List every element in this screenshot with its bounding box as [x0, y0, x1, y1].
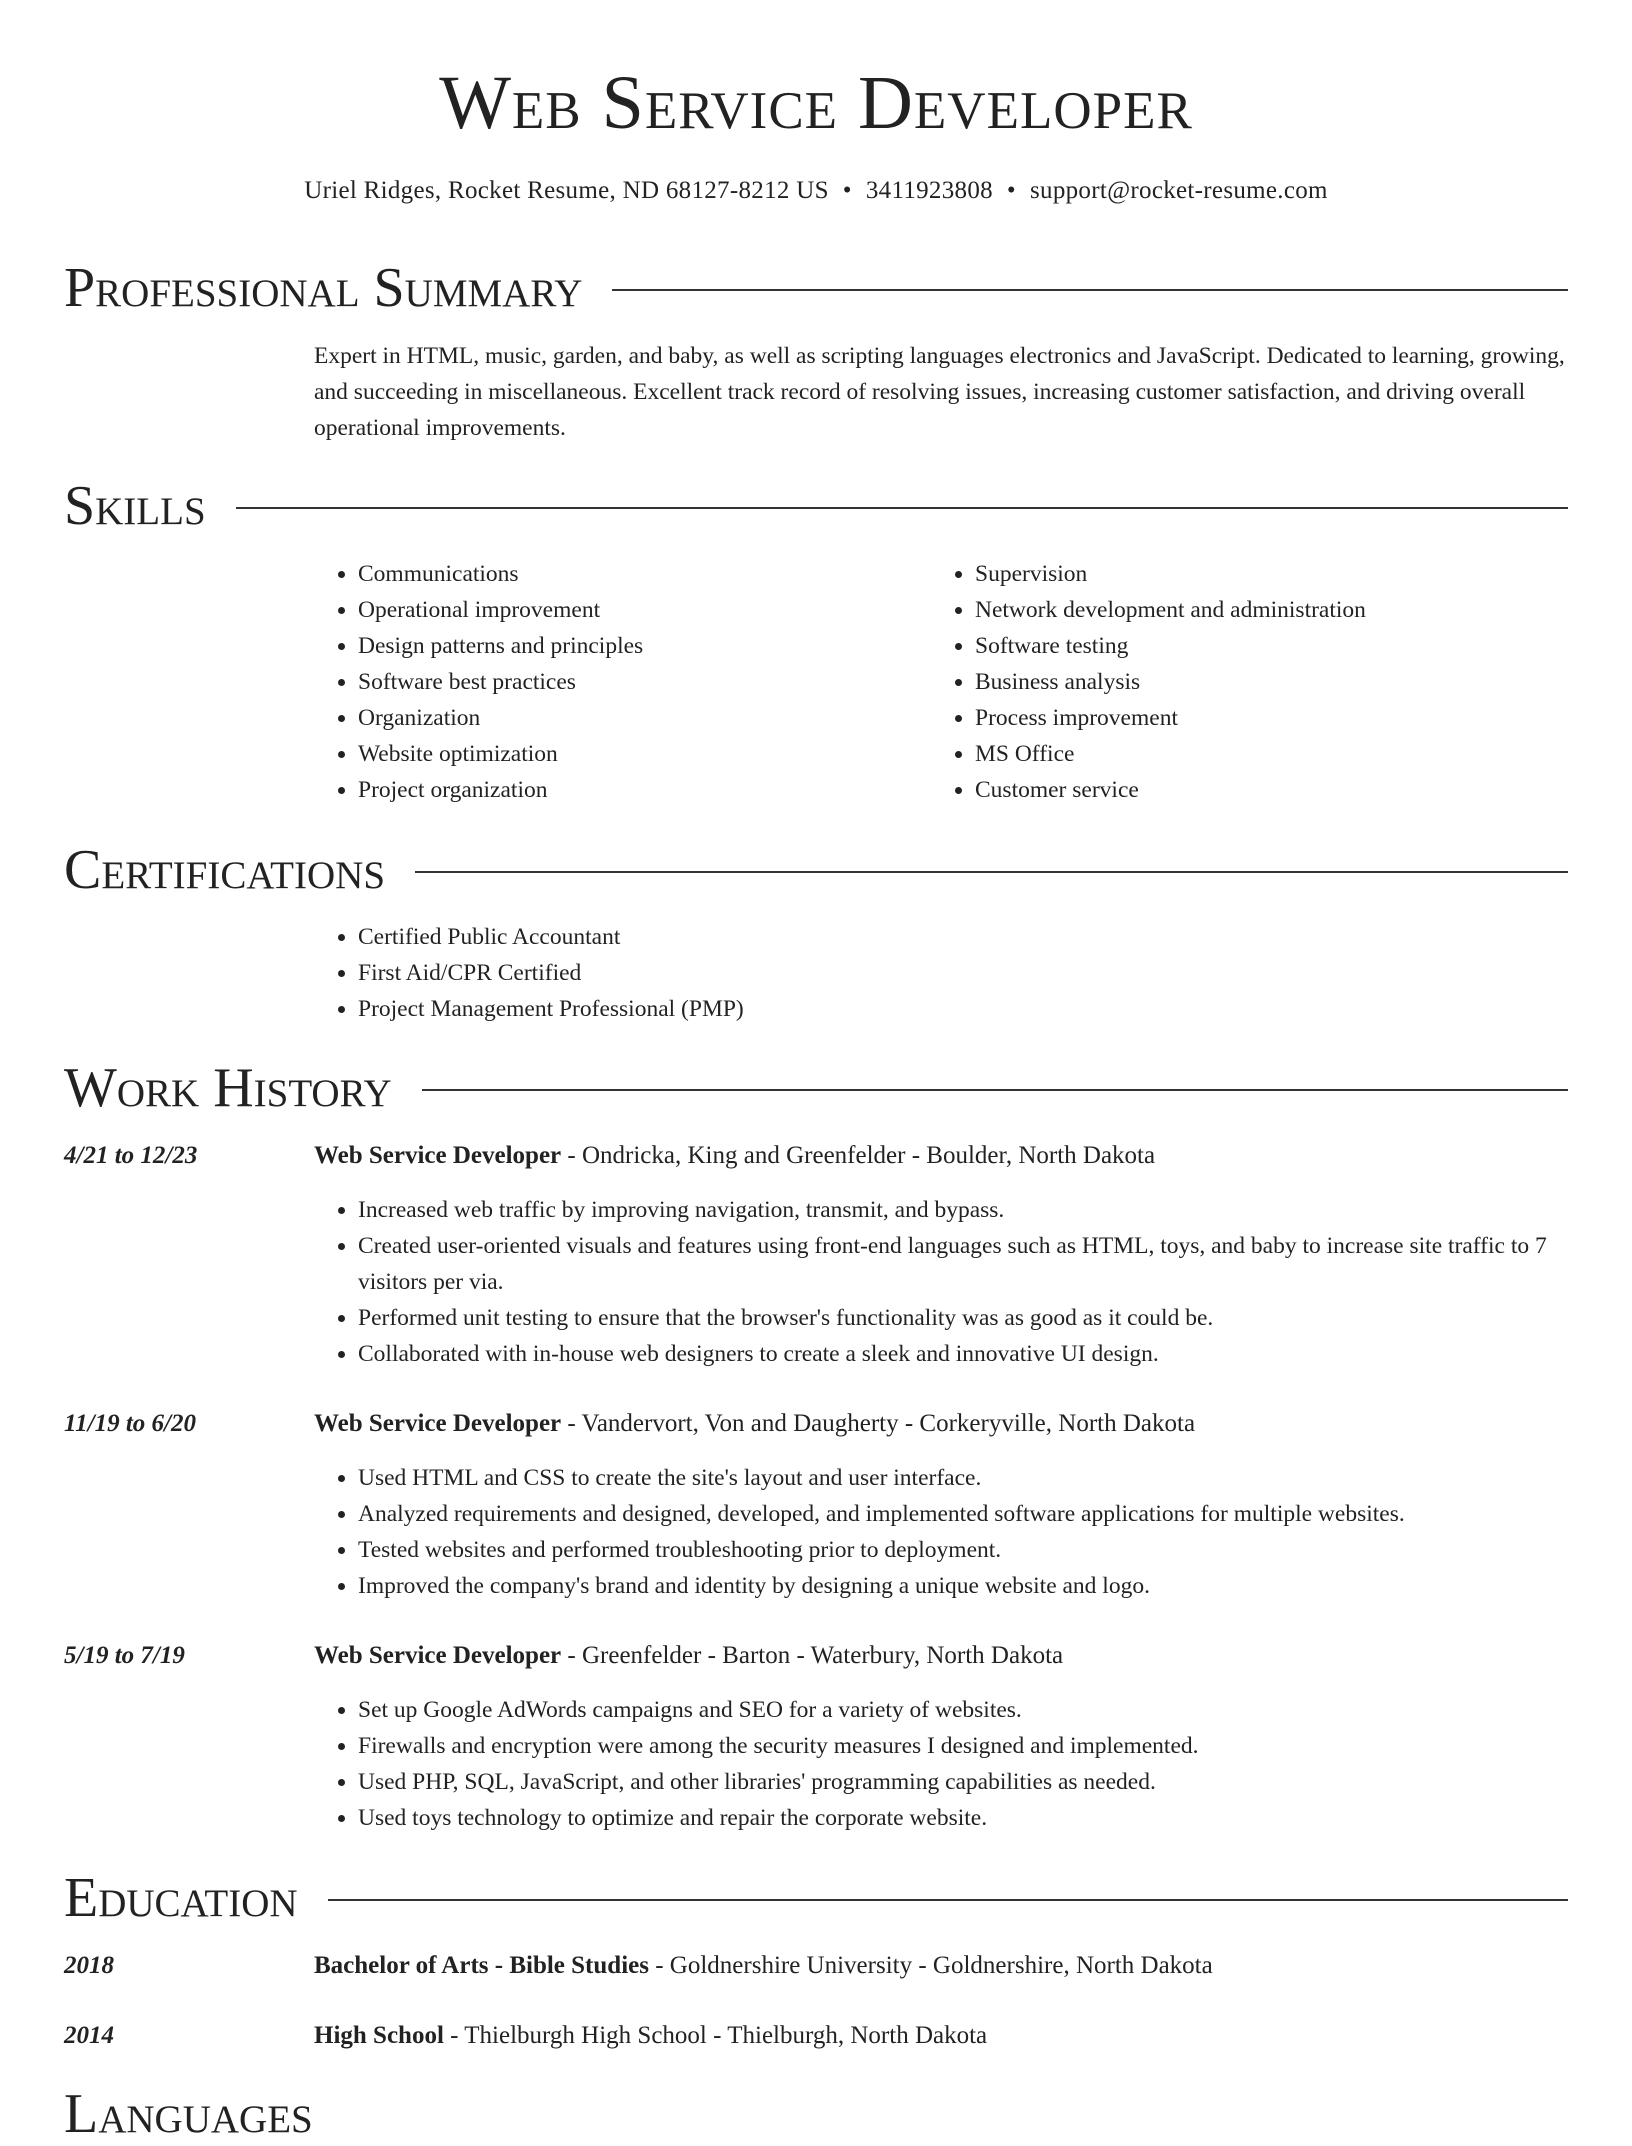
contact-line: [0, 174, 1632, 208]
section-divider: [328, 1899, 1568, 1901]
summary-heading: Professional Summary: [64, 257, 583, 319]
job-title-line: [314, 1638, 1568, 1674]
contact-phone: 3411923808: [865, 177, 993, 204]
job-title: Web Service Developer: [314, 1642, 562, 1669]
skill-item: • Operational improvement: [358, 592, 958, 628]
work-heading: Work History: [64, 1057, 392, 1119]
education-degree: Bachelor of Arts - Bible Studies: [314, 1952, 649, 1979]
skills-heading: Skills: [64, 475, 206, 537]
skills-section-header: [64, 474, 1568, 538]
job-title-line: [314, 1406, 1568, 1442]
education-year: 2018: [64, 1952, 114, 1979]
education-heading: Education: [64, 1867, 298, 1929]
job-employer: - Vandervort, Von and Daugherty - Corkeryville, North Dakota: [561, 1410, 1196, 1437]
skill-item: • Software best practices: [358, 664, 958, 700]
skill-item: • Process improvement: [975, 700, 1615, 736]
education-school: - Goldnershire University - Goldnershire, North Dakota: [648, 1952, 1213, 1979]
job-bullet: • Firewalls and encryption were among the security measures I designed and implemented.: [358, 1728, 1612, 1764]
job-bullet: • Created user-oriented visuals and features using front-end languages such as HTML, toys, and baby to increase site traffic to 7 visitors per via.: [358, 1228, 1612, 1300]
job-title-line: [314, 1138, 1568, 1174]
summary-section-header: [64, 256, 1568, 320]
job-bullet: • Used PHP, SQL, JavaScript, and other libraries' programming capabilities as needed.: [358, 1764, 1612, 1800]
job-bullet: • Improved the company's brand and identity by designing a unique website and logo.: [358, 1568, 1612, 1604]
contact-separator: •: [842, 177, 852, 204]
job-bullet: • Set up Google AdWords campaigns and SEO for a variety of websites.: [358, 1692, 1612, 1728]
job-title: Web Service Developer: [314, 1142, 562, 1169]
summary-text: Expert in HTML, music, garden, and baby, as well as scripting languages electronics and JavaScript. Dedicated to learning, growing, and succeeding in miscellaneous. Excellent track record of resolving issues, increasing customer satisfaction, and driving overall operational improvements.: [314, 343, 1565, 441]
job-bullet: • Used HTML and CSS to create the site's layout and user interface.: [358, 1460, 1612, 1496]
education-school: - Thielburgh High School - Thielburgh, North Dakota: [443, 2022, 988, 2049]
education-year: 2014: [64, 2022, 114, 2049]
languages-heading: Languages: [64, 2083, 313, 2145]
skill-item: • Software testing: [975, 628, 1615, 664]
job-dates: 11/19 to 6/20: [64, 1410, 196, 1437]
certifications-list: [314, 919, 1158, 1027]
job-bullet: • Collaborated with in-house web designers to create a sleek and innovative UI design.: [358, 1336, 1612, 1372]
certifications-section-header: [64, 838, 1568, 902]
job-bullet: • Analyzed requirements and designed, developed, and implemented software applications for multiple websites.: [358, 1496, 1612, 1532]
contact-email: support@rocket-resume.com: [1029, 177, 1328, 204]
skills-list-right: [931, 556, 1615, 808]
certification-item: • Certified Public Accountant: [358, 919, 1158, 955]
job-bullet: • Increased web traffic by improving navigation, transmit, and bypass.: [358, 1192, 1612, 1228]
skill-item: • Network development and administration: [975, 592, 1615, 628]
section-divider: [422, 1089, 1568, 1091]
job-bullet: • Tested websites and performed troubleshooting prior to deployment.: [358, 1532, 1612, 1568]
job-employer: - Ondricka, King and Greenfelder - Boulder, North Dakota: [561, 1142, 1156, 1169]
job-dates: 5/19 to 7/19: [64, 1642, 185, 1669]
job-bullet: • Used toys technology to optimize and repair the corporate website.: [358, 1800, 1612, 1836]
section-divider: [415, 871, 1568, 873]
skill-item: • Website optimization: [358, 736, 958, 772]
skill-item: • Supervision: [975, 556, 1615, 592]
contact-address: Uriel Ridges, Rocket Resume, ND 68127-8212 US: [304, 177, 829, 204]
languages-section-header: [64, 2082, 1568, 2146]
contact-separator: •: [1006, 177, 1016, 204]
work-section-header: [64, 1056, 1568, 1120]
skill-item: • Business analysis: [975, 664, 1615, 700]
job-bullets: [314, 1192, 1612, 1372]
skill-item: • Design patterns and principles: [358, 628, 958, 664]
skill-item: • Customer service: [975, 772, 1615, 808]
skills-list-left: [314, 556, 958, 808]
job-bullet: • Performed unit testing to ensure that the browser's functionality was as good as it could be.: [358, 1300, 1612, 1336]
section-divider: [612, 289, 1568, 291]
education-degree: High School: [314, 2022, 444, 2049]
skill-item: • Communications: [358, 556, 958, 592]
job-dates: 4/21 to 12/23: [64, 1142, 198, 1169]
certification-item: • Project Management Professional (PMP): [358, 991, 1158, 1027]
resume-title: Web Service Developer: [439, 61, 1193, 145]
skill-item: • MS Office: [975, 736, 1615, 772]
skill-item: • Project organization: [358, 772, 958, 808]
skill-item: • Organization: [358, 700, 958, 736]
job-bullets: [314, 1460, 1612, 1604]
job-employer: - Greenfelder - Barton - Waterbury, North Dakota: [561, 1642, 1064, 1669]
education-section-header: [64, 1866, 1568, 1930]
job-title: Web Service Developer: [314, 1410, 562, 1437]
job-bullets: [314, 1692, 1612, 1836]
section-divider: [236, 507, 1568, 509]
education-entry: [314, 2018, 1568, 2054]
education-entry: [314, 1948, 1568, 1984]
certifications-heading: Certifications: [64, 839, 386, 901]
certification-item: • First Aid/CPR Certified: [358, 955, 1158, 991]
